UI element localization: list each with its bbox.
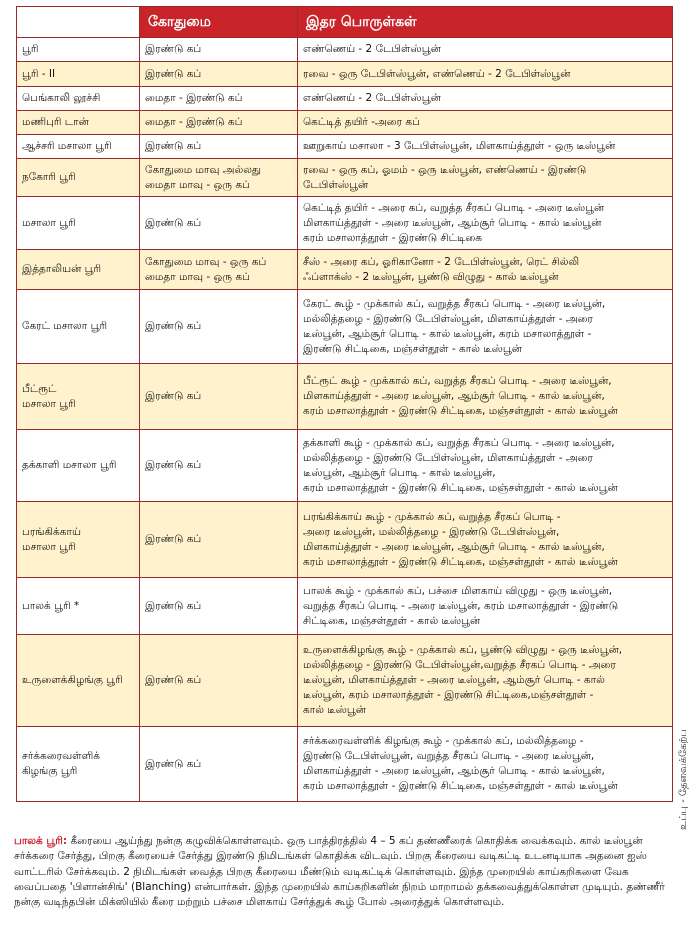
table-row xyxy=(17,727,673,802)
table-row xyxy=(17,364,673,430)
row-other: தக்காளி கூழ் - முக்கால் கப், வறுத்த சீரகப் பொடி - அரை டீஸ்பூன், மல்லித்தழை - இரண்டு டேபிள்ஸ்பூன், மிளகாய்த்தூள் - அரை டீஸ்பூன், ஆம்சூர் பொடி - கால் டீஸ்பூன், கரம் மசாலாத்தூள் - இரண்டு சிட்டிகை, மஞ்சள்தூள் - கால் டீஸ்பூன் xyxy=(298,430,673,502)
table-row xyxy=(17,635,673,727)
row-other: பரங்கிக்காய் கூழ் - முக்கால் கப், வறுத்த சீரகப் பொடி - அரை டீஸ்பூன், மல்லித்தழை - இரண்டு டேபிள்ஸ்பூன், மிளகாய்த்தூள் - அரை டீஸ்பூன், ஆம்சூர் பொடி - கால் டீஸ்பூன், கரம் மசாலாத்தூள் - இரண்டு சிட்டிகை, மஞ்சள்தூள் - கால் டீஸ்பூன் xyxy=(298,502,673,578)
row-wheat: இரண்டு கப் xyxy=(140,364,298,430)
row-wheat: கோதுமை மாவு - ஒரு கப் மைதா மாவு - ஒரு கப் xyxy=(140,250,298,290)
row-name: தக்காளி மசாலா பூரி xyxy=(17,430,140,502)
row-name: ஆச்சரி மசாலா பூரி xyxy=(17,135,140,159)
table-row xyxy=(17,87,673,111)
row-other: சீஸ் - அரை கப், ஓரிகானோ - 2 டேபிள்ஸ்பூன், ரெட் சில்லி ஃப்ளாக்ஸ் - 2 டீஸ்பூன், பூண்டு விழுது - கால் டீஸ்பூன் xyxy=(298,250,673,290)
row-name: பூரி - II xyxy=(17,62,140,87)
row-name: பூரி xyxy=(17,38,140,62)
row-wheat: இரண்டு கப் xyxy=(140,727,298,802)
row-other: எண்ணெய் - 2 டேபிள்ஸ்பூன் xyxy=(298,38,673,62)
footnote-heading: பாலக் பூரி: xyxy=(14,835,68,847)
row-other: ஊறுகாய் மசாலா - 3 டேபிள்ஸ்பூன், மிளகாய்த்தூள் - ஒரு டீஸ்பூன் xyxy=(298,135,673,159)
table-row xyxy=(17,135,673,159)
row-name: பீட்ரூட் மசாலா பூரி xyxy=(17,364,140,430)
row-name: இத்தாலியன் பூரி xyxy=(17,250,140,290)
row-name: உருளைக்கிழங்கு பூரி xyxy=(17,635,140,727)
table-row xyxy=(17,578,673,635)
row-wheat: இரண்டு கப் xyxy=(140,635,298,727)
recipe-table-body xyxy=(17,38,673,802)
table-row xyxy=(17,159,673,197)
row-other: ரவை - ஒரு கப், ஓமம் - ஒரு டீஸ்பூன், எண்ணெய் - இரண்டு டேபிள்ஸ்பூன் xyxy=(298,159,673,197)
row-other: கெட்டித் தயிர் - அரை கப், வறுத்த சீரகப் பொடி - அரை டீஸ்பூன் மிளகாய்த்தூள் - அரை டீஸ்பூன், ஆம்சூர் பொடி - கால் டீஸ்பூன் கரம் மசாலாத்தூள் - இரண்டு சிட்டிகை xyxy=(298,197,673,250)
table-row xyxy=(17,111,673,135)
row-name: நகோரி பூரி xyxy=(17,159,140,197)
row-other: கெட்டித் தயிர் -அரை கப் xyxy=(298,111,673,135)
row-name: மசாலா பூரி xyxy=(17,197,140,250)
row-name: சர்க்கரைவள்ளிக் கிழங்கு பூரி xyxy=(17,727,140,802)
footnote-text: கீரையை ஆய்ந்து நன்கு கழுவிக்கொள்ளவும். ஒரு பாத்திரத்தில் 4 – 5 கப் தண்ணீரைக் கொதிக்க வைக்கவும். கால் டீஸ்பூன் சர்க்கரை சேர்த்து, பிறகு கீரையைச் சேர்த்து இரண்டு நிமிடங்கள் கொதிக்க விடவும். பிறகு கீரையை வடிகட்டி உடனடியாக அதனை ஐஸ் வாட்டரில் சேர்க்கவும். 2 நிமிடங்கள் வைத்த பிறகு கீரையை மீண்டும் வடிகட்டிக் கொள்ளவும். இந்த முறையில் காய்கறிகளை வேக வைப்பதை 'பிளான்சிங்' (Blanching) என்பார்கள். இந்த முறையில் காய்கறிகளின் நிறம் மாறாமல் தக்கவைத்துக்கொள்ள முடியும். தண்ணீர் நன்கு வடிந்தபின் மிக்ஸியில் கீரை மற்றும் பச்சை மிளகாய் சேர்த்துக் கூழ் போல் அரைத்துக் கொள்ளவும். xyxy=(14,835,665,909)
row-wheat: கோதுமை மாவு அல்லது மைதா மாவு - ஒரு கப் xyxy=(140,159,298,197)
table-row xyxy=(17,250,673,290)
table-row xyxy=(17,430,673,502)
row-other: கேரட் கூழ் - முக்கால் கப், வறுத்த சீரகப் பொடி - அரை டீஸ்பூன், மல்லித்தழை - இரண்டு டேபிள்ஸ்பூன், மிளகாய்த்தூள் - அரை டீஸ்பூன், ஆம்சூர் பொடி - கால் டீஸ்பூன், கரம் மசாலாத்தூள் - இரண்டு சிட்டிகை, மஞ்சள்தூள் - கால் டீஸ்பூன் xyxy=(298,290,673,364)
row-wheat: இரண்டு கப் xyxy=(140,62,298,87)
row-name: கேரட் மசாலா பூரி xyxy=(17,290,140,364)
table-row xyxy=(17,38,673,62)
row-wheat: மைதா - இரண்டு கப் xyxy=(140,87,298,111)
row-other: ரவை - ஒரு டேபிள்ஸ்பூன், எண்ணெய் - 2 டேபிள்ஸ்பூன் xyxy=(298,62,673,87)
row-wheat: இரண்டு கப் xyxy=(140,430,298,502)
row-wheat: மைதா - இரண்டு கப் xyxy=(140,111,298,135)
row-wheat: இரண்டு கப் xyxy=(140,578,298,635)
row-name: பாலக் பூரி * xyxy=(17,578,140,635)
row-wheat: இரண்டு கப் xyxy=(140,290,298,364)
row-name: மணிபுரி டான் xyxy=(17,111,140,135)
row-wheat: இரண்டு கப் xyxy=(140,502,298,578)
row-name: பரங்கிக்காய் மசாலா பூரி xyxy=(17,502,140,578)
row-wheat: இரண்டு கப் xyxy=(140,38,298,62)
row-other: எண்ணெய் - 2 டேபிள்ஸ்பூன் xyxy=(298,87,673,111)
row-wheat: இரண்டு கப் xyxy=(140,135,298,159)
salt-side-note: உப்பு - தேவைக்கேற்ப xyxy=(678,729,689,830)
row-name: பெங்காலி லூச்சி xyxy=(17,87,140,111)
palak-footnote xyxy=(14,834,680,910)
table-header-row xyxy=(17,7,673,38)
recipe-table xyxy=(16,6,673,802)
table-row xyxy=(17,290,673,364)
row-other: பாலக் கூழ் - முக்கால் கப், பச்சை மிளகாய் விழுது - ஒரு டீஸ்பூன், வறுத்த சீரகப் பொடி - அரை டீஸ்பூன், கரம் மசாலாத்தூள் - இரண்டு சிட்டிகை, மஞ்சள்தூள் - கால் டீஸ்பூன் xyxy=(298,578,673,635)
row-other: பீட்ரூட் கூழ் - முக்கால் கப், வறுத்த சீரகப் பொடி - அரை டீஸ்பூன், மிளகாய்த்தூள் - அரை டீஸ்பூன், ஆம்சூர் பொடி - கால் டீஸ்பூன், கரம் மசாலாத்தூள் - இரண்டு சிட்டிகை, மஞ்சள்தூள் - கால் டீஸ்பூன் xyxy=(298,364,673,430)
table-row xyxy=(17,62,673,87)
row-other: சர்க்கரைவள்ளிக் கிழங்கு கூழ் - முக்கால் கப், மல்லித்தழை - இரண்டு டேபிள்ஸ்பூன், வறுத்த சீரகப் பொடி - அரை டீஸ்பூன், மிளகாய்த்தூள் - அரை டீஸ்பூன், ஆம்சூர் பொடி - கால் டீஸ்பூன், கரம் மசாலாத்தூள் - இரண்டு சிட்டிகை, மஞ்சள்தூள் - கால் டீஸ்பூன் xyxy=(298,727,673,802)
table-row xyxy=(17,197,673,250)
header-wheat: கோதுமை xyxy=(140,7,298,38)
table-row xyxy=(17,502,673,578)
header-other-ingredients: இதர பொருள்கள் xyxy=(298,7,673,38)
row-other: உருளைக்கிழங்கு கூழ் - முக்கால் கப், பூண்டு விழுது - ஒரு டீஸ்பூன், மல்லித்தழை - இரண்டு டேபிள்ஸ்பூன்,வறுத்த சீரகப் பொடி - அரை டீஸ்பூன், மிளகாய்த்தூள் - அரை டீஸ்பூன், ஆம்சூர் பொடி - கால் டீஸ்பூன், கரம் மசாலாத்தூள் - இரண்டு சிட்டிகை,மஞ்சள்தூள் - கால் டீஸ்பூன் xyxy=(298,635,673,727)
row-wheat: இரண்டு கப் xyxy=(140,197,298,250)
header-blank-cell xyxy=(17,7,140,38)
